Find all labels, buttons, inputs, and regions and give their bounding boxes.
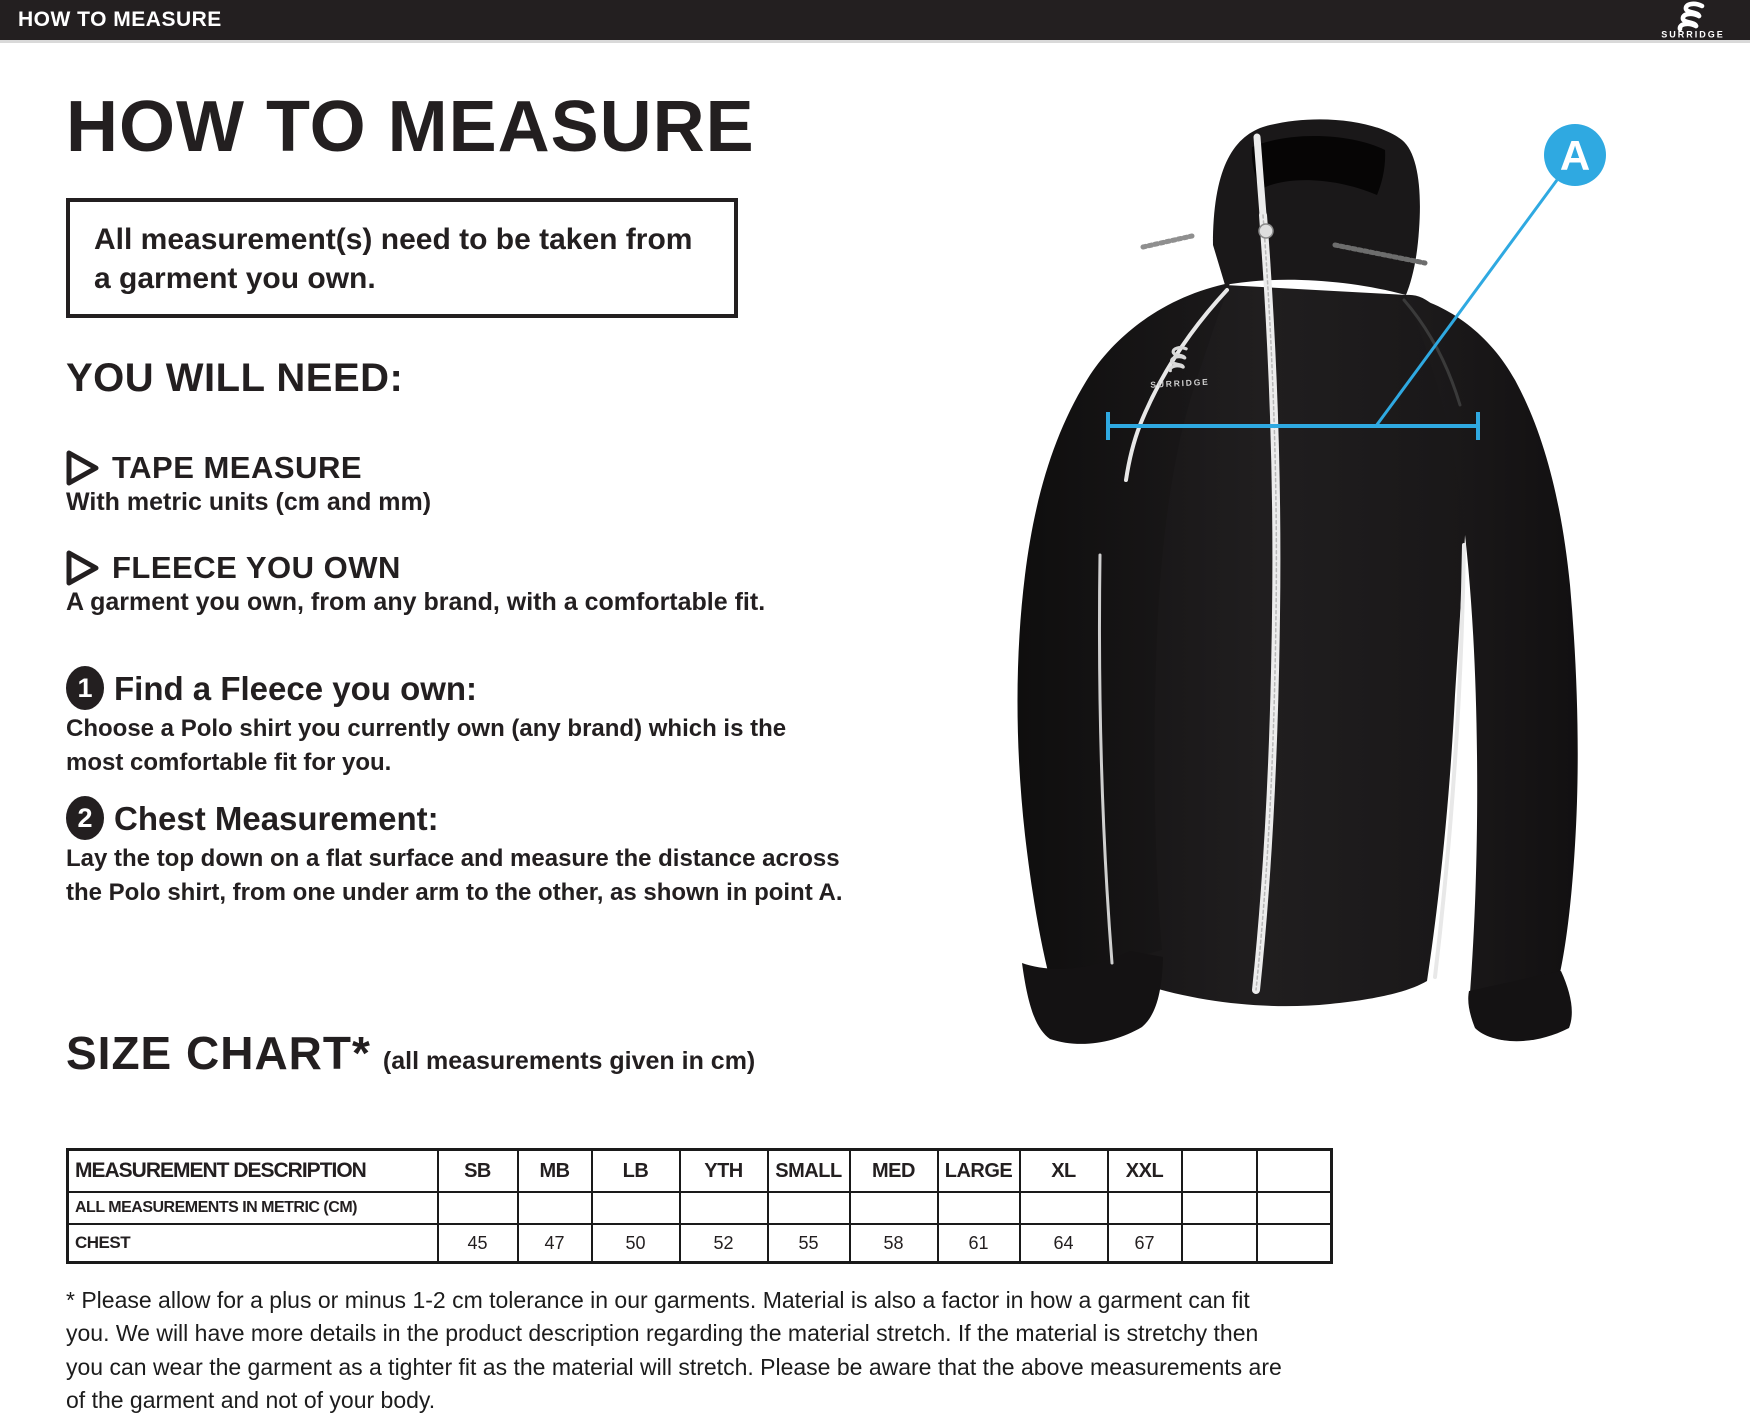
metric-cell <box>438 1192 518 1224</box>
step-1-badge: 1 <box>66 666 104 710</box>
chest-value-sb: 45 <box>438 1224 518 1263</box>
metric-row-label: ALL MEASUREMENTS IN METRIC (CM) <box>68 1192 438 1224</box>
need-item-tape-measure: TAPE MEASURE <box>112 450 363 485</box>
col-med: MED <box>850 1150 938 1193</box>
metric-cell <box>680 1192 768 1224</box>
chest-value-xxl: 67 <box>1108 1224 1182 1263</box>
metric-cell <box>1020 1192 1108 1224</box>
size-chart-table <box>66 1148 1333 1264</box>
step-1-title: Find a Fleece you own: <box>114 670 478 707</box>
measurement-note-text: All measurement(s) need to be taken from a garment you own. <box>94 223 693 295</box>
point-a-label: A <box>1559 132 1591 179</box>
jacket-body <box>1018 119 1578 1044</box>
metric-cell <box>592 1192 680 1224</box>
col-xxl: XXL <box>1108 1150 1182 1193</box>
fleece-jacket-illustration <box>930 95 1630 1055</box>
col-sb: SB <box>438 1150 518 1193</box>
col-mb: MB <box>518 1150 592 1193</box>
you-will-need-heading: YOU WILL NEED: <box>66 356 404 400</box>
chest-value-mb: 47 <box>518 1224 592 1263</box>
chest-value-large: 61 <box>938 1224 1020 1263</box>
col-yth: YTH <box>680 1150 768 1193</box>
step-1-description: Choose a Polo shirt you currently own (any brand) which is the most comfortable fit for you. <box>66 715 787 776</box>
need-item-fleece: FLEECE YOU OWN <box>112 550 401 585</box>
col-measurement-description: MEASUREMENT DESCRIPTION <box>68 1150 438 1193</box>
surridge-logo-text: SURRIDGE <box>1661 29 1725 39</box>
col-large: LARGE <box>938 1150 1020 1193</box>
metric-cell <box>1182 1192 1257 1224</box>
metric-cell <box>1257 1192 1332 1224</box>
chest-row-label: CHEST <box>68 1224 438 1263</box>
chest-value-small: 55 <box>768 1224 850 1263</box>
triangle-bullet-icon <box>64 450 100 486</box>
col-empty-1 <box>1182 1150 1257 1193</box>
surridge-logo <box>1650 1 1736 44</box>
chest-value-med: 58 <box>850 1224 938 1263</box>
step-2-title: Chest Measurement: <box>114 800 439 837</box>
chest-value-xl: 64 <box>1020 1224 1108 1263</box>
table-header-row <box>68 1150 1332 1193</box>
garment-figure <box>930 95 1630 1055</box>
measurement-note-box <box>66 198 738 318</box>
need-item-tape-measure-desc: With metric units (cm and mm) <box>66 488 432 516</box>
metric-cell <box>938 1192 1020 1224</box>
page-title: HOW TO MEASURE <box>66 87 755 167</box>
col-empty-2 <box>1257 1150 1332 1193</box>
col-xl: XL <box>1020 1150 1108 1193</box>
step-2-badge: 2 <box>66 796 104 840</box>
need-item-fleece-desc: A garment you own, from any brand, with a comfortable fit. <box>66 588 766 616</box>
table-chest-row <box>68 1224 1332 1263</box>
chest-value-empty-1 <box>1182 1224 1257 1263</box>
step-2-description: Lay the top down on a flat surface and measure the distance across the Polo shirt, from one under arm to the other, as shown in point A. <box>66 845 843 906</box>
metric-cell <box>518 1192 592 1224</box>
left-shoulder-stitch <box>1143 236 1192 247</box>
surridge-logo-icon <box>1650 1 1736 39</box>
size-chart-subtitle: (all measurements given in cm) <box>382 1047 756 1075</box>
chest-value-empty-2 <box>1257 1224 1332 1263</box>
size-chart-title: SIZE CHART* <box>66 1027 371 1079</box>
table-metric-row <box>68 1192 1332 1224</box>
chest-value-yth: 52 <box>680 1224 768 1263</box>
metric-cell <box>850 1192 938 1224</box>
metric-cell <box>1108 1192 1182 1224</box>
col-lb: LB <box>592 1150 680 1193</box>
chest-value-lb: 50 <box>592 1224 680 1263</box>
jacket-left-cuff <box>1022 951 1163 1044</box>
metric-cell <box>768 1192 850 1224</box>
top-bar <box>0 0 1750 43</box>
size-chart-heading <box>66 1026 755 1080</box>
tolerance-footnote: * Please allow for a plus or minus 1-2 cm tolerance in our garments. Material is also a factor in how a garment can fit you. We will have more details in the product description regarding the material stretch. If the material is stretchy then you can wear the garment as a tighter fit as the material will stretch. Please be aware that the above measurements are of the garment and not of your body. <box>66 1287 1282 1414</box>
col-small: SMALL <box>768 1150 850 1193</box>
triangle-bullet-icon <box>64 550 100 586</box>
zip-pull <box>1259 224 1273 238</box>
garment-chest-logo-text: SURRIDGE <box>1150 376 1210 390</box>
top-bar-title: HOW TO MEASURE <box>18 8 222 31</box>
